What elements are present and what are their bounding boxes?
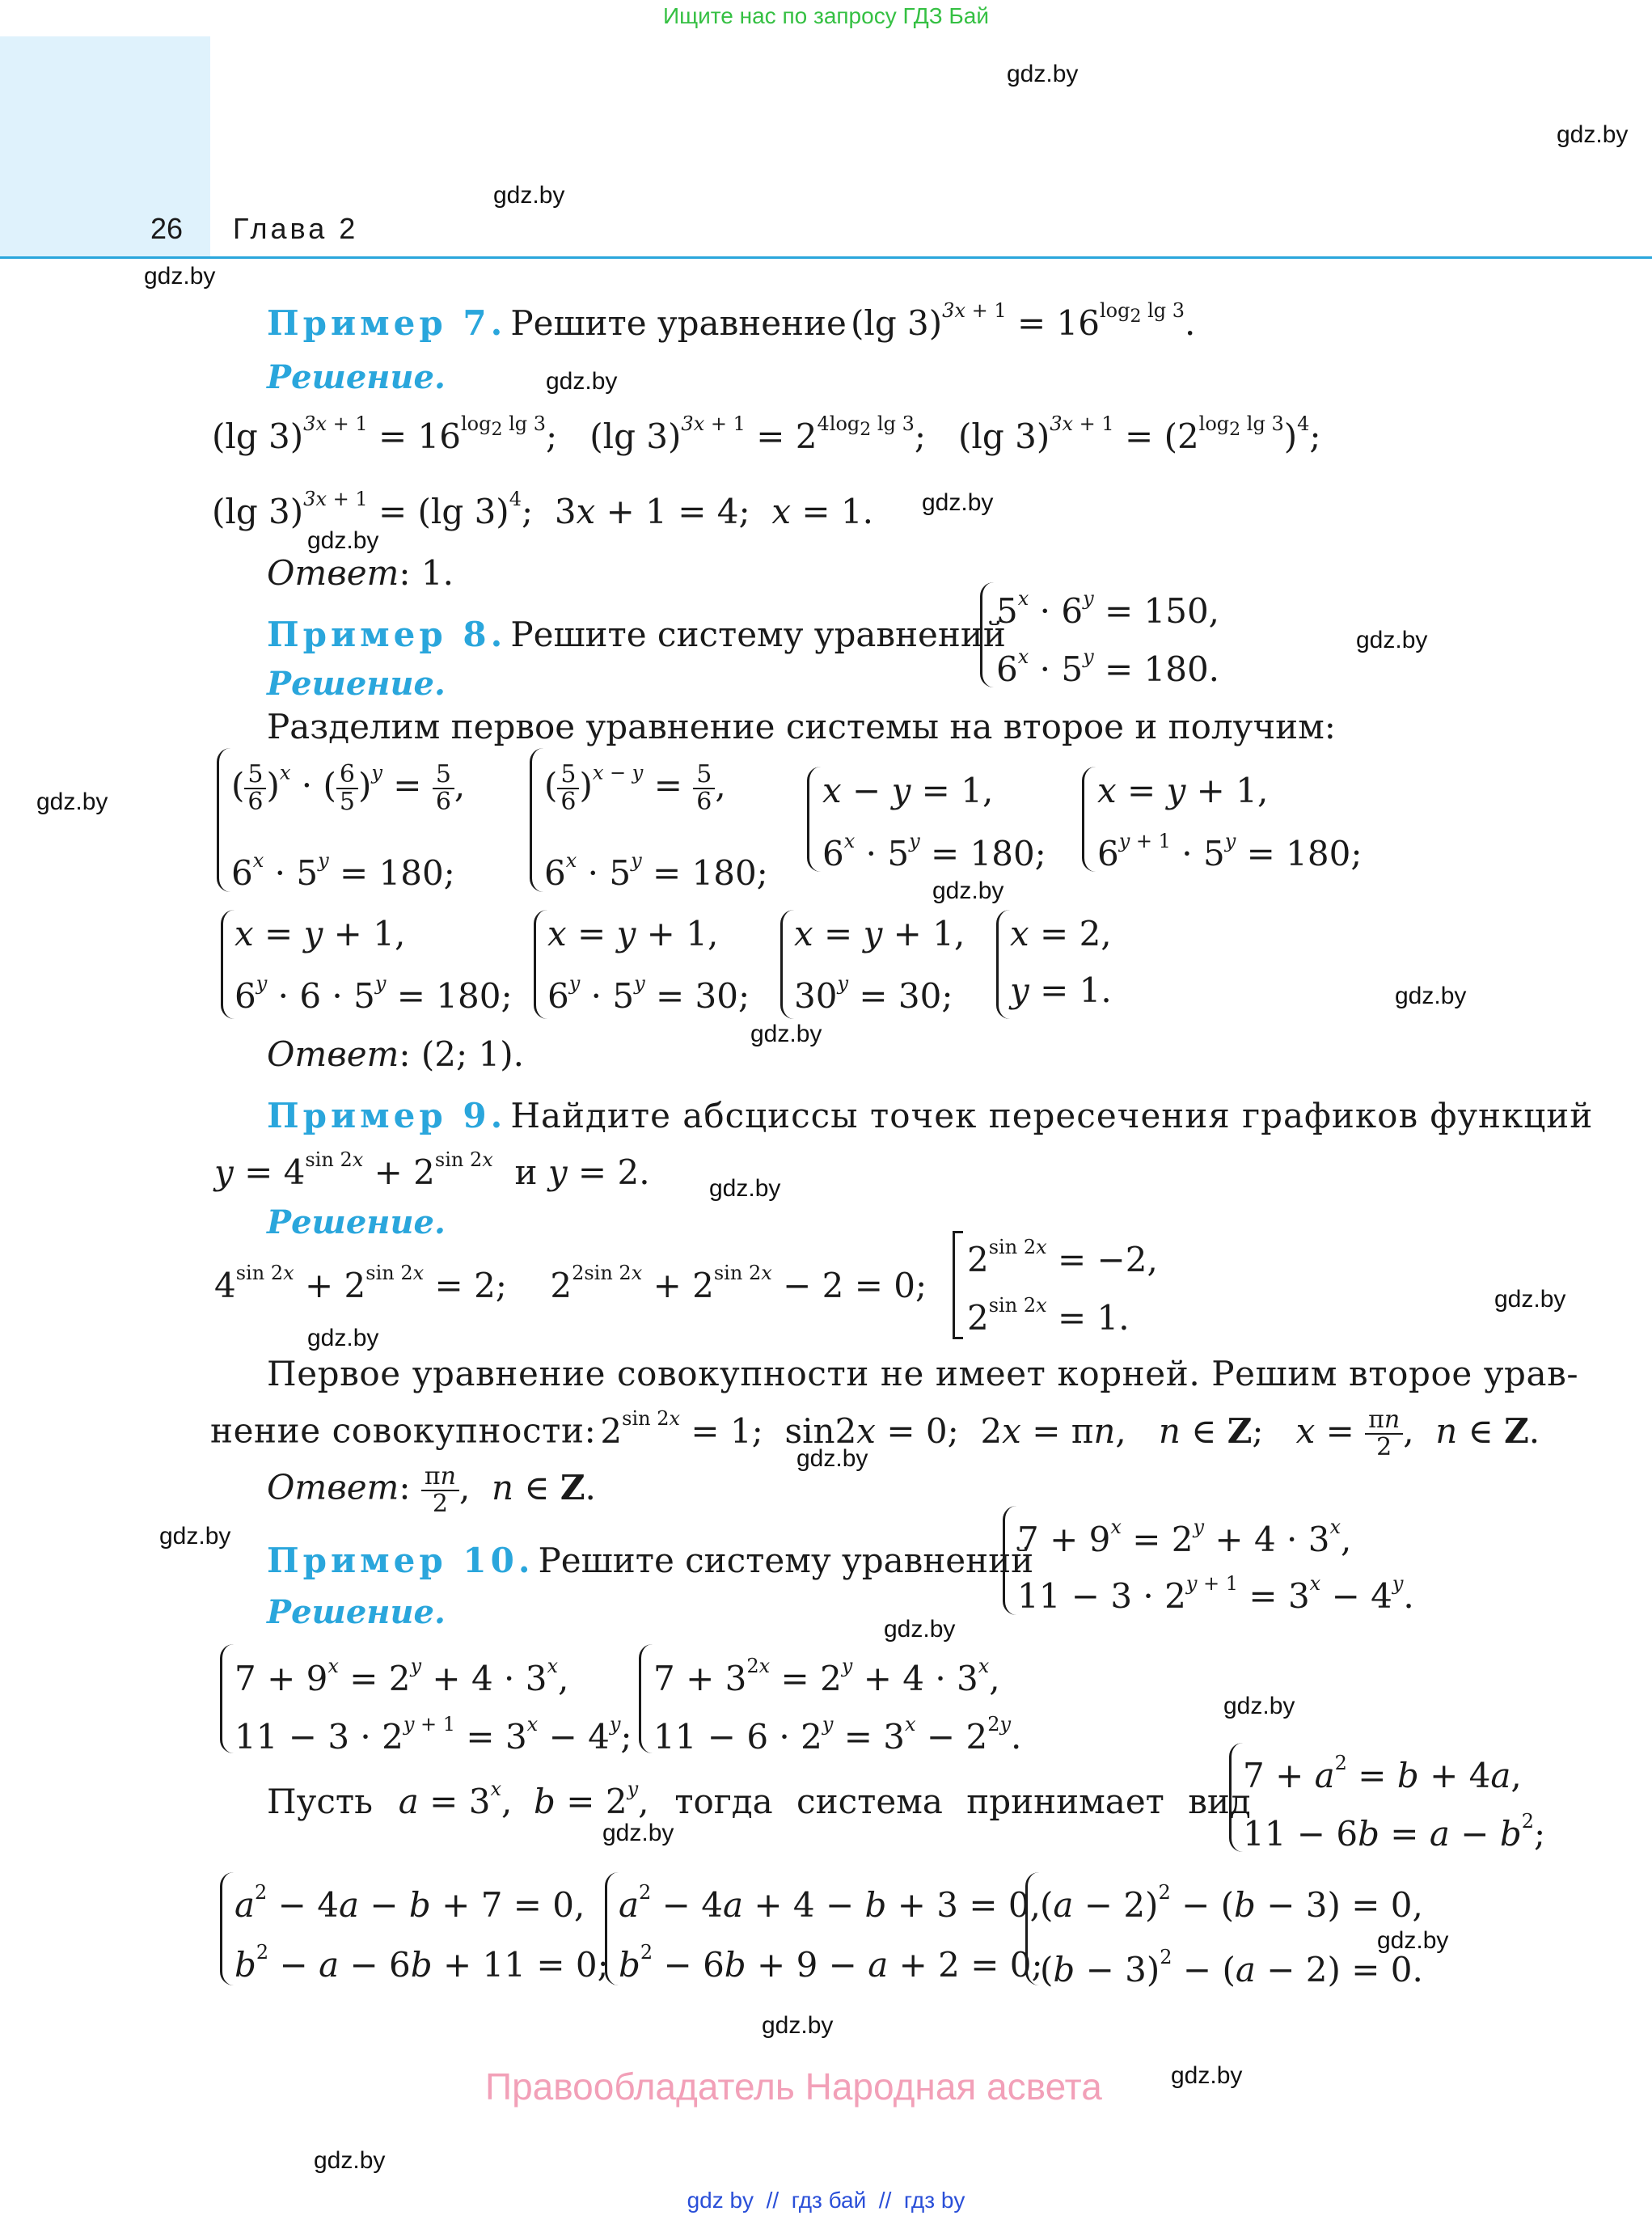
example9-text2: нение совокупности: xyxy=(210,1410,597,1451)
top-banner[interactable]: Ищите нас по запросу ГДЗ Бай xyxy=(662,3,990,28)
example7-line1: (lg $3)^{3x + 1} = 16^{log2 lg 3}$; (lg $3)^{3x + 1} = 2^{4log2 lg 3}$; (lg $3)^{3x + 1} = (2^{log2 lg 3})^4$; xyxy=(212,412,1321,456)
example9-set-eq1: $2^{sin 2x} = -2$, xyxy=(967,1236,1158,1279)
watermark: gdz.by xyxy=(1171,2062,1243,2089)
brace xyxy=(639,1644,653,1753)
brace xyxy=(996,910,1010,1019)
example8-system-eq1: $5^x \cdot 6^y = 150$, xyxy=(996,587,1220,631)
ex8-s2-eq1: ( $\frac{5}{6}$ )$^{x - y}$ = $\frac{5}{6}$ , xyxy=(544,760,726,816)
watermark: gdz.by xyxy=(1557,121,1629,148)
ex8-s8-eq2: y = 1. xyxy=(1010,970,1112,1010)
ex8-s4-eq1: x = y + 1, xyxy=(1097,771,1269,810)
ex8-s8-eq1: x = 2, xyxy=(1010,914,1112,953)
brace xyxy=(605,1872,619,1985)
header-rule xyxy=(0,256,1652,259)
example8-answer xyxy=(267,1034,524,1074)
ex10-s1-eq2: $11 - 3 \cdot 2^{y + 1} = 3^x - 4^y$; xyxy=(234,1713,632,1757)
ex10-s5-eq2: $b^2 - 6b + 9 - a + 2 = 0$; xyxy=(619,1941,1043,1985)
let-text: Пусть xyxy=(267,1782,373,1821)
example8-heading xyxy=(267,615,1006,654)
watermark: gdz.by xyxy=(932,877,1004,904)
watermark: gdz.by xyxy=(1377,1927,1449,1954)
watermark: gdz.by xyxy=(1395,983,1467,1009)
brace xyxy=(1082,767,1096,872)
brace xyxy=(534,910,547,1019)
example7-task: Решите уравнение xyxy=(510,303,847,343)
answer-label: Ответ xyxy=(267,1467,399,1507)
watermark: gdz.by xyxy=(750,1021,822,1047)
ex8-s5-eq2: $6^y \cdot 6 \cdot 5^y = 180$; xyxy=(234,972,513,1016)
ex10-s2-eq1: $7 + 3^{2x} = 2^y + 4 \cdot 3^x$, xyxy=(653,1655,1000,1698)
answer-label: Ответ xyxy=(267,1034,399,1074)
brace xyxy=(221,910,234,1019)
bracket xyxy=(953,1231,963,1339)
watermark: gdz.by xyxy=(307,527,379,554)
page-number: 26 xyxy=(150,212,184,245)
brace xyxy=(220,1872,234,1985)
example10-task: Решите систему уравнений xyxy=(538,1541,1034,1580)
answer-colon: : xyxy=(399,1034,411,1074)
example9-heading xyxy=(267,1096,1593,1135)
ex8-s2-eq2: $6^x \cdot 5^y = 180$; xyxy=(544,849,768,893)
watermark: gdz.by xyxy=(546,368,618,395)
example9-answer: Ответ: $\frac{\pi n}{2}$ , n ∈ Z. xyxy=(267,1462,596,1518)
ex8-s3-eq2: $6^x \cdot 5^y = 180$; xyxy=(822,830,1046,873)
example8-solution-label: Решение. xyxy=(267,665,446,703)
example10-substitution: Пусть $a = 3^x$, $b = 2^y$, тогда система принимает вид xyxy=(267,1778,1251,1821)
ex10-s4-eq1: $a^2 - 4a - b + 7 = 0$, xyxy=(234,1881,585,1925)
chapter-title: Глава 2 xyxy=(233,212,359,245)
ex8-s6-eq1: x = y + 1, xyxy=(547,914,719,953)
brace xyxy=(217,748,230,892)
watermark: gdz.by xyxy=(1007,61,1079,87)
watermark: gdz.by xyxy=(1494,1286,1566,1313)
example9-text1: Первое уравнение совокупности не имеет корней. Решим второе урав- xyxy=(267,1354,1579,1393)
example7-equation: (lg $3)^{3x + 1} = 16^{log2 lg 3}$. xyxy=(851,299,1196,343)
answer-colon: : xyxy=(399,553,411,593)
watermark: gdz.by xyxy=(307,1325,379,1351)
ex8-s6-eq2: $6^y \cdot 5^y = 30$; xyxy=(547,972,750,1016)
example9-title: Пример 9. xyxy=(267,1096,507,1135)
ex8-s3-eq1: x − y = 1, xyxy=(822,771,994,810)
example9-functions: $y = 4^{sin 2x} + 2^{sin 2x}$ и y = 2. xyxy=(214,1148,650,1192)
ex10-s1-eq1: $7 + 9^x = 2^y + 4 \cdot 3^x$, xyxy=(234,1655,569,1698)
example10-solution-label: Решение. xyxy=(267,1593,446,1631)
example7-answer-value: 1. xyxy=(420,553,454,593)
example9-line1: $4^{sin 2x} + 2^{sin 2x} = 2$; $2^{2sin 2x} + 2^{sin 2x} - 2 = 0$; xyxy=(214,1262,927,1305)
ex8-s1-eq1: ( $\frac{5}{6}$ )$^x$ · ( $\frac{6}{5}$ )$^y$ = $\frac{5}{6}$ , xyxy=(231,760,466,816)
example8-title: Пример 8. xyxy=(267,615,507,654)
answer-label: Ответ xyxy=(267,553,399,593)
ex10-s3-eq1: $7 + a^2 = b + 4a$, xyxy=(1243,1752,1522,1795)
ex10-s6-eq1: $(a - 2)^2 - (b - 3) = 0$, xyxy=(1040,1881,1423,1925)
ex10-s5-eq1: $a^2 - 4a + 4 - b + 3 = 0$, xyxy=(619,1881,1041,1925)
ex8-s4-eq2: $6^{y + 1} \cdot 5^y = 180$; xyxy=(1097,830,1363,873)
example7-title: Пример 7. xyxy=(267,303,507,343)
ex10-s6-eq2: $(b - 3)^2 - (a - 2) = 0$. xyxy=(1040,1946,1423,1989)
example10-system-eq2: $11 - 3 \cdot 2^{y + 1} = 3^x - 4^y$. xyxy=(1017,1572,1414,1616)
ex8-s7-eq1: x = y + 1, xyxy=(794,914,965,953)
brace xyxy=(807,767,821,872)
ex10-s2-eq2: $11 - 6 \cdot 2^y = 3^x - 2^{2y}$. xyxy=(653,1713,1022,1757)
watermark: gdz.by xyxy=(159,1523,231,1550)
example9-line2: нение совокупности: $2^{sin 2x} = 1$; sin2x = 0; 2x = πn, n ∈ Z; x = $\frac{\pi n}{2}$ , n ∈ Z. xyxy=(210,1406,1540,1461)
example10-system-eq1: $7 + 9^x = 2^y + 4 \cdot 3^x$, xyxy=(1017,1516,1352,1559)
ex8-s5-eq1: x = y + 1, xyxy=(234,914,406,953)
ex8-s1-eq2: $6^x \cdot 5^y = 180$; xyxy=(231,849,455,893)
example7-answer xyxy=(267,553,454,593)
watermark: gdz.by xyxy=(602,1820,674,1846)
example10-title: Пример 10. xyxy=(267,1541,534,1580)
brace xyxy=(1025,1872,1039,1985)
copyright-notice: Правообладатель Народная асвета xyxy=(485,2065,1102,2108)
watermark: gdz.by xyxy=(796,1445,868,1472)
ex10-s4-eq2: $b^2 - a - 6b + 11 = 0$; xyxy=(234,1941,609,1985)
example8-system-eq2: $6^x \cdot 5^y = 180$. xyxy=(996,645,1220,689)
example7-heading xyxy=(267,301,1195,343)
brace xyxy=(780,910,794,1019)
example8-task: Решите систему уравнений xyxy=(510,615,1006,654)
watermark: gdz.by xyxy=(314,2147,386,2174)
watermark: gdz.by xyxy=(922,489,994,516)
brace xyxy=(1229,1743,1243,1852)
example8-text: Разделим первое уравнение системы на второе и получим: xyxy=(267,707,1336,746)
watermark: gdz.by xyxy=(709,1175,781,1202)
brace xyxy=(980,582,994,687)
watermark: gdz.by xyxy=(36,789,108,815)
brace xyxy=(1003,1506,1016,1615)
brace xyxy=(220,1644,234,1753)
example9-solution-label: Решение. xyxy=(267,1203,446,1241)
watermark: gdz.by xyxy=(144,263,216,290)
example10-heading xyxy=(267,1541,1033,1580)
answer-colon: : xyxy=(399,1467,411,1507)
example9-set-eq2: $2^{sin 2x} = 1$. xyxy=(967,1294,1130,1338)
then-text: тогда система принимает вид xyxy=(674,1782,1251,1821)
watermark: gdz.by xyxy=(884,1616,956,1643)
brace xyxy=(530,748,543,892)
ex10-s3-eq2: $11 - 6b = a - b^2$; xyxy=(1243,1810,1546,1854)
watermark: gdz.by xyxy=(762,2012,834,2039)
example7-solution-label: Решение. xyxy=(267,358,446,396)
footer-links[interactable]: gdz by // гдз бай // гдз by xyxy=(687,2188,965,2213)
watermark: gdz.by xyxy=(493,182,565,209)
example8-answer-value: (2; 1). xyxy=(420,1034,524,1074)
example7-line2: (lg 3)$^{3x + 1}$ = (lg 3)$^4$; 3x + 1 = 4; x = 1. xyxy=(212,488,873,531)
ex8-s7-eq2: $30^y = 30$; xyxy=(794,972,953,1016)
watermark: gdz.by xyxy=(1356,627,1428,653)
example9-task: Найдите абсциссы точек пересечения графиков функций xyxy=(510,1096,1594,1135)
watermark: gdz.by xyxy=(1223,1693,1295,1719)
